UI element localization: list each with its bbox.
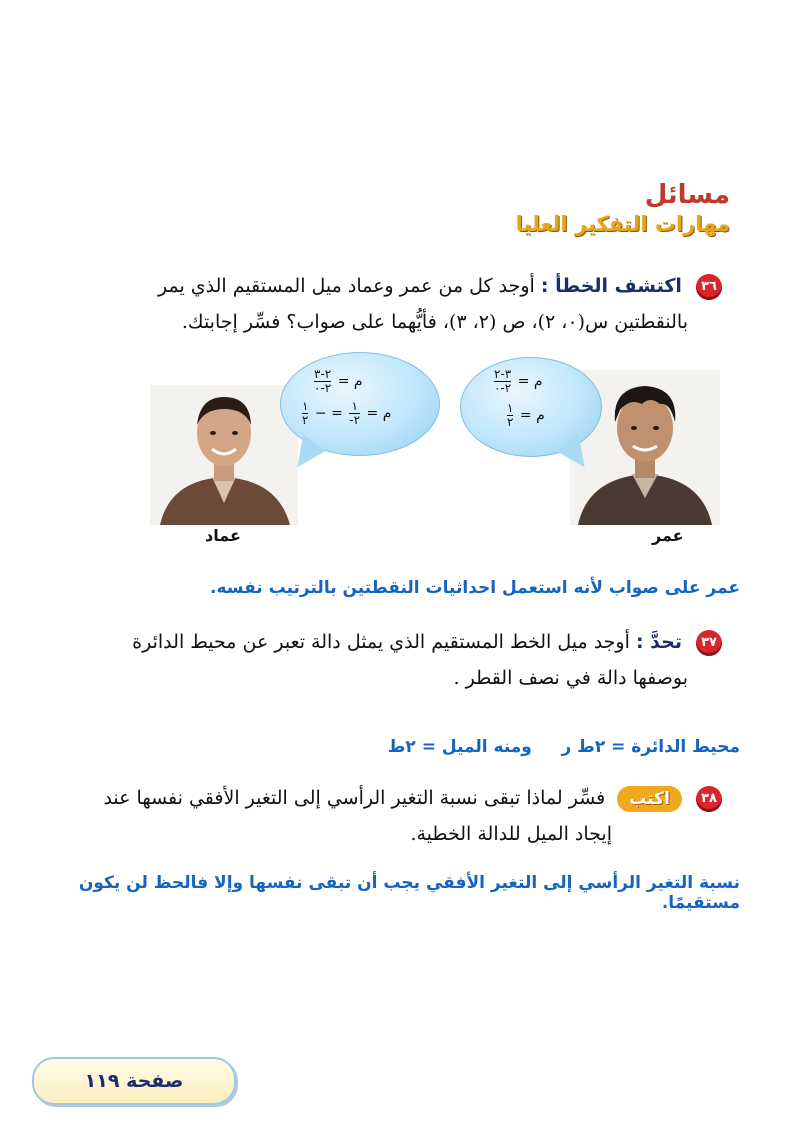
problem-36: [82, 268, 722, 340]
fraction: [302, 400, 308, 427]
problem-number-badge: ٣٦: [696, 274, 722, 300]
fraction: [314, 368, 331, 395]
problem-text-line2: إيجاد الميل للدالة الخطية.: [410, 823, 612, 845]
boy-portrait-icon: [150, 385, 298, 525]
emad-photo: [150, 385, 298, 525]
denominator: ٢-: [349, 413, 361, 427]
omar-caption: عمر: [652, 526, 684, 545]
problem-text-line2: بوصفها دالة في نصف القطر .: [453, 667, 688, 689]
omar-eq1: م = $\frac{٣-٢}{٢-٠}$: [494, 367, 543, 395]
problem-text-line1: أوجد كل من عمر وعماد ميل المستقيم الذي يمر: [158, 275, 535, 297]
emad-caption: عماد: [205, 526, 241, 545]
numerator: ١: [351, 399, 358, 413]
problem-number-badge: ٣٨: [696, 786, 722, 812]
emad-eq1: م = $\frac{٢-٣}{٢-٠}$: [314, 367, 363, 395]
problem-keyword: اكتب: [617, 786, 682, 812]
fraction: [349, 400, 360, 427]
numerator: ١: [302, 399, 309, 413]
denominator: ٢-٠: [494, 381, 512, 395]
problem-38: [82, 780, 722, 852]
numerator: ٣-٢: [494, 367, 512, 381]
slope-symbol: م: [353, 373, 363, 390]
problem-37: [82, 624, 722, 696]
fraction: [507, 402, 513, 429]
slope-symbol: م: [382, 405, 392, 422]
fraction: [494, 368, 511, 395]
section-subtitle: مهارات التفكير العليا: [515, 212, 730, 236]
denominator: ٢: [507, 415, 514, 429]
emad-eq2: م = $\frac{١}{٢-}$ = − $\frac{١}{٢}$: [302, 399, 392, 427]
problem-text-line2: بالنقطتين س(٠، ٢)، ص (٢، ٣)، فأيُّهما على صواب؟ فسِّر إجابتك.: [181, 311, 688, 333]
problem-number-badge: ٣٧: [696, 630, 722, 656]
omar-eq2: م = $\frac{١}{٢}$: [507, 401, 545, 429]
page-number: صفحة ١١٩: [32, 1057, 236, 1105]
denominator: ٢-٠: [314, 381, 332, 395]
numerator: ١: [507, 401, 514, 415]
answer-37: محيط الدائرة = ٢ط ر ومنه الميل = ٢ط: [387, 737, 740, 757]
problem-keyword: اكتشف الخطأ :: [540, 275, 682, 297]
problem-text-line1: أوجد ميل الخط المستقيم الذي يمثل دالة تعبر عن محيط الدائرة: [132, 631, 630, 653]
slope-symbol: م: [533, 373, 543, 390]
section-title: مسائل: [644, 180, 730, 210]
problem-keyword: تحدَّ :: [635, 631, 682, 653]
numerator: ٢-٣: [314, 367, 332, 381]
denominator: ٢: [302, 413, 309, 427]
slope-symbol: م: [536, 407, 545, 424]
answer-36: عمر على صواب لأنه استعمل احداثيات النقطتين بالترتيب نفسه.: [210, 578, 740, 598]
problem-text-line1: فسِّر لماذا تبقى نسبة التغير الرأسي إلى التغير الأفقي نفسها عند: [103, 787, 606, 809]
answer-38: نسبة التغير الرأسي إلى التغير الأفقي يجب أن تبقى نفسها وإلا فالحظ لن يكون مستقيمًا.: [78, 873, 740, 913]
